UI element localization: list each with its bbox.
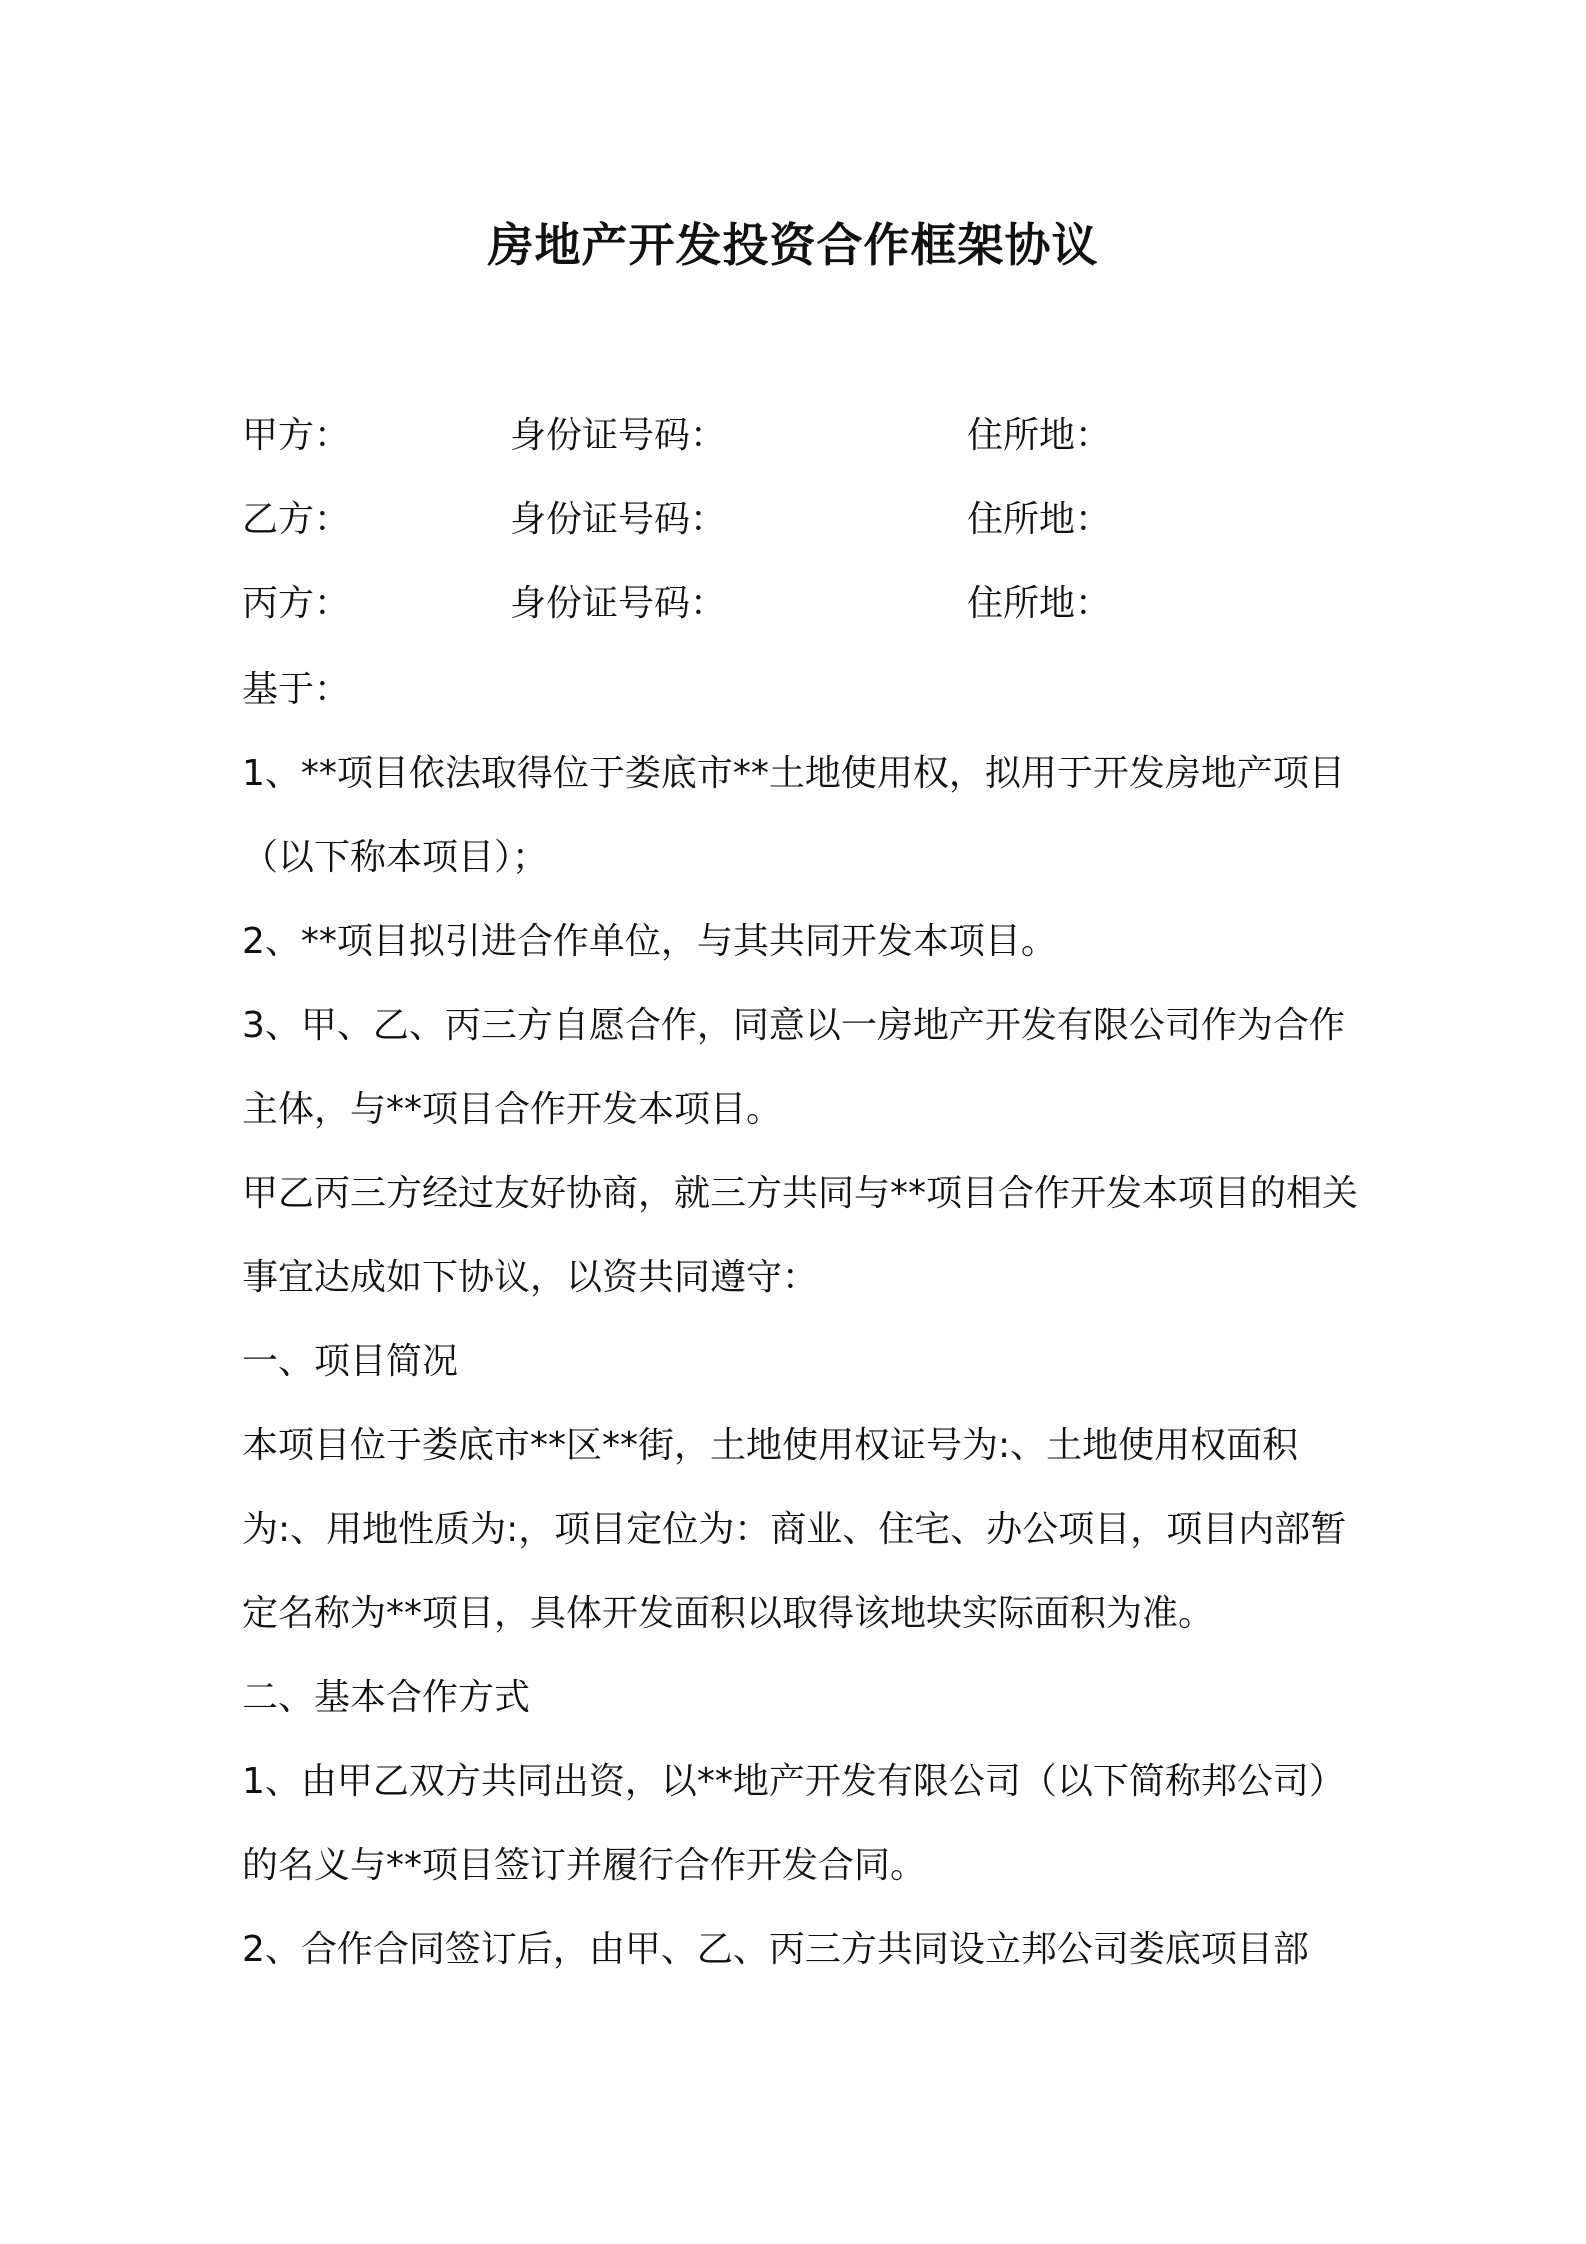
paragraph-cooperation-1: 1、由甲乙双方共同出资，以**地产开发有限公司（以下简称邦公司）的名义与**项目签订并履行合作开发合同。: [242, 1761, 1345, 1886]
id-number-label: 身份证号码：: [510, 499, 727, 540]
id-number-label: 身份证号码：: [510, 415, 727, 456]
id-number-label: 身份证号码：: [510, 583, 727, 624]
party-name: 乙方：: [242, 499, 351, 540]
paragraph-project-overview: 本项目位于娄底市**区**街，土地使用权证号为:、土地使用权面积为:、用地性质为:，项目定位为：商业、住宅、办公项目，项目内部暂定名称为**项目，具体开发面积以取得该地块实际面积为准。: [242, 1425, 1347, 1634]
section-heading-cooperation-mode: 二、基本合作方式: [242, 1677, 531, 1718]
section-heading-project-overview: 一、项目简况: [242, 1341, 459, 1382]
party-name: 丙方：: [242, 583, 351, 624]
document-title: 房地产开发投资合作框架协议: [487, 218, 1099, 272]
party-row-c: [242, 562, 1362, 646]
agreement-body: [242, 648, 1362, 1992]
paragraph-basis-2: 2、**项目拟引进合作单位，与其共同开发本项目。: [242, 921, 1057, 962]
paragraph-consensus: 甲乙丙三方经过友好协商，就三方共同与**项目合作开发本项目的相关事宜达成如下协议，以资共同遵守：: [242, 1173, 1359, 1298]
paragraph-basis-intro: 基于：: [242, 669, 351, 710]
party-row-b: [242, 478, 1362, 562]
address-label: 住所地：: [967, 415, 1112, 456]
paragraph-basis-1: 1、**项目依法取得位于娄底市**土地使用权，拟用于开发房地产项目（以下称本项目）；: [242, 753, 1345, 878]
party-row-a: [242, 394, 1362, 478]
paragraph-basis-3: 3、甲、乙、丙三方自愿合作，同意以一房地产开发有限公司作为合作主体，与**项目合作开发本项目。: [242, 1005, 1345, 1130]
address-label: 住所地：: [967, 499, 1112, 540]
party-name: 甲方：: [242, 415, 351, 456]
address-label: 住所地：: [967, 583, 1112, 624]
paragraph-cooperation-2: 2、合作合同签订后，由甲、乙、丙三方共同设立邦公司娄底项目部: [242, 1929, 1309, 1970]
